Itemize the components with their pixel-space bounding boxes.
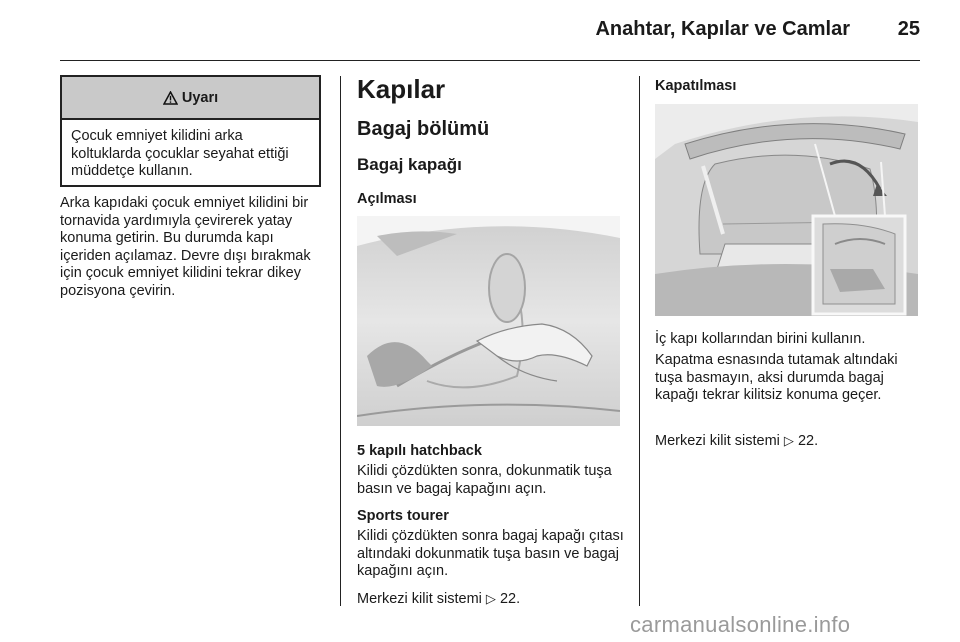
warning-header — [62, 77, 319, 120]
subheading-closing: Kapatılması — [655, 78, 737, 94]
closing-paragraph-1: İç kapı kollarından birini kullanın. — [655, 331, 866, 347]
tailgate-closing-illustration — [655, 104, 918, 316]
page-reference-icon: ▷ — [485, 591, 496, 606]
warning-triangle-icon — [163, 91, 178, 105]
page-reference-icon: ▷ — [783, 433, 794, 448]
sports-tourer-paragraph: Kilidi çözdükten sonra bagaj kapağı çıtası altındaki dokunmatik tuşa basın ve bagaj kapağını açın. — [357, 528, 624, 579]
section-heading-luggage: Bagaj bölümü — [357, 118, 490, 140]
section-heading-tailgate: Bagaj kapağı — [357, 155, 462, 174]
central-locking-page: 22. — [499, 591, 521, 607]
section-heading-doors: Kapılar — [357, 74, 446, 104]
watermark: carmanualsonline.info — [630, 612, 851, 637]
subheading-opening: Açılması — [357, 191, 417, 207]
warning-text: Çocuk emniyet kilidini arka koltuklarda çocuklar seyahat ettiği müddetçe kullanın. — [71, 128, 289, 179]
warning-box — [60, 75, 321, 187]
central-locking-reference-right[interactable] — [655, 432, 818, 451]
header-divider — [60, 60, 920, 61]
subheading-hatchback: 5 kapılı hatchback — [357, 443, 482, 459]
subheading-sports-tourer: Sports tourer — [357, 508, 449, 524]
column-divider-right — [639, 76, 640, 606]
hatchback-paragraph: Kilidi çözdükten sonra, dokunmatik tuşa basın ve bagaj kapağını açın. — [357, 463, 612, 497]
central-locking-page: 22. — [797, 433, 819, 449]
central-locking-label: Merkezi kilit sistemi — [357, 591, 482, 607]
central-locking-label: Merkezi kilit sistemi — [655, 433, 780, 449]
child-lock-paragraph: Arka kapıdaki çocuk emniyet kilidini bir tornavida yardımıyla çevirerek yatay konuma getirin. Bu durumda kapı içeriden açılamaz. Devre dışı bırakmak için çocuk emniyet kilidini tekrar dikey pozisyona çevirin. — [60, 195, 311, 299]
column-divider-left — [340, 76, 341, 606]
tailgate-opening-illustration — [357, 216, 620, 426]
central-locking-reference[interactable] — [357, 590, 520, 609]
page-number: 25 — [897, 18, 920, 40]
closing-paragraph-2: Kapatma esnasında tutamak altındaki tuşa basmayın, aksi durumda bagaj kapağı tekrar kilitsiz konuma geçer. — [655, 352, 898, 403]
warning-title: Uyarı — [181, 89, 219, 106]
page-header-title: Anahtar, Kapılar ve Camlar — [595, 18, 850, 40]
